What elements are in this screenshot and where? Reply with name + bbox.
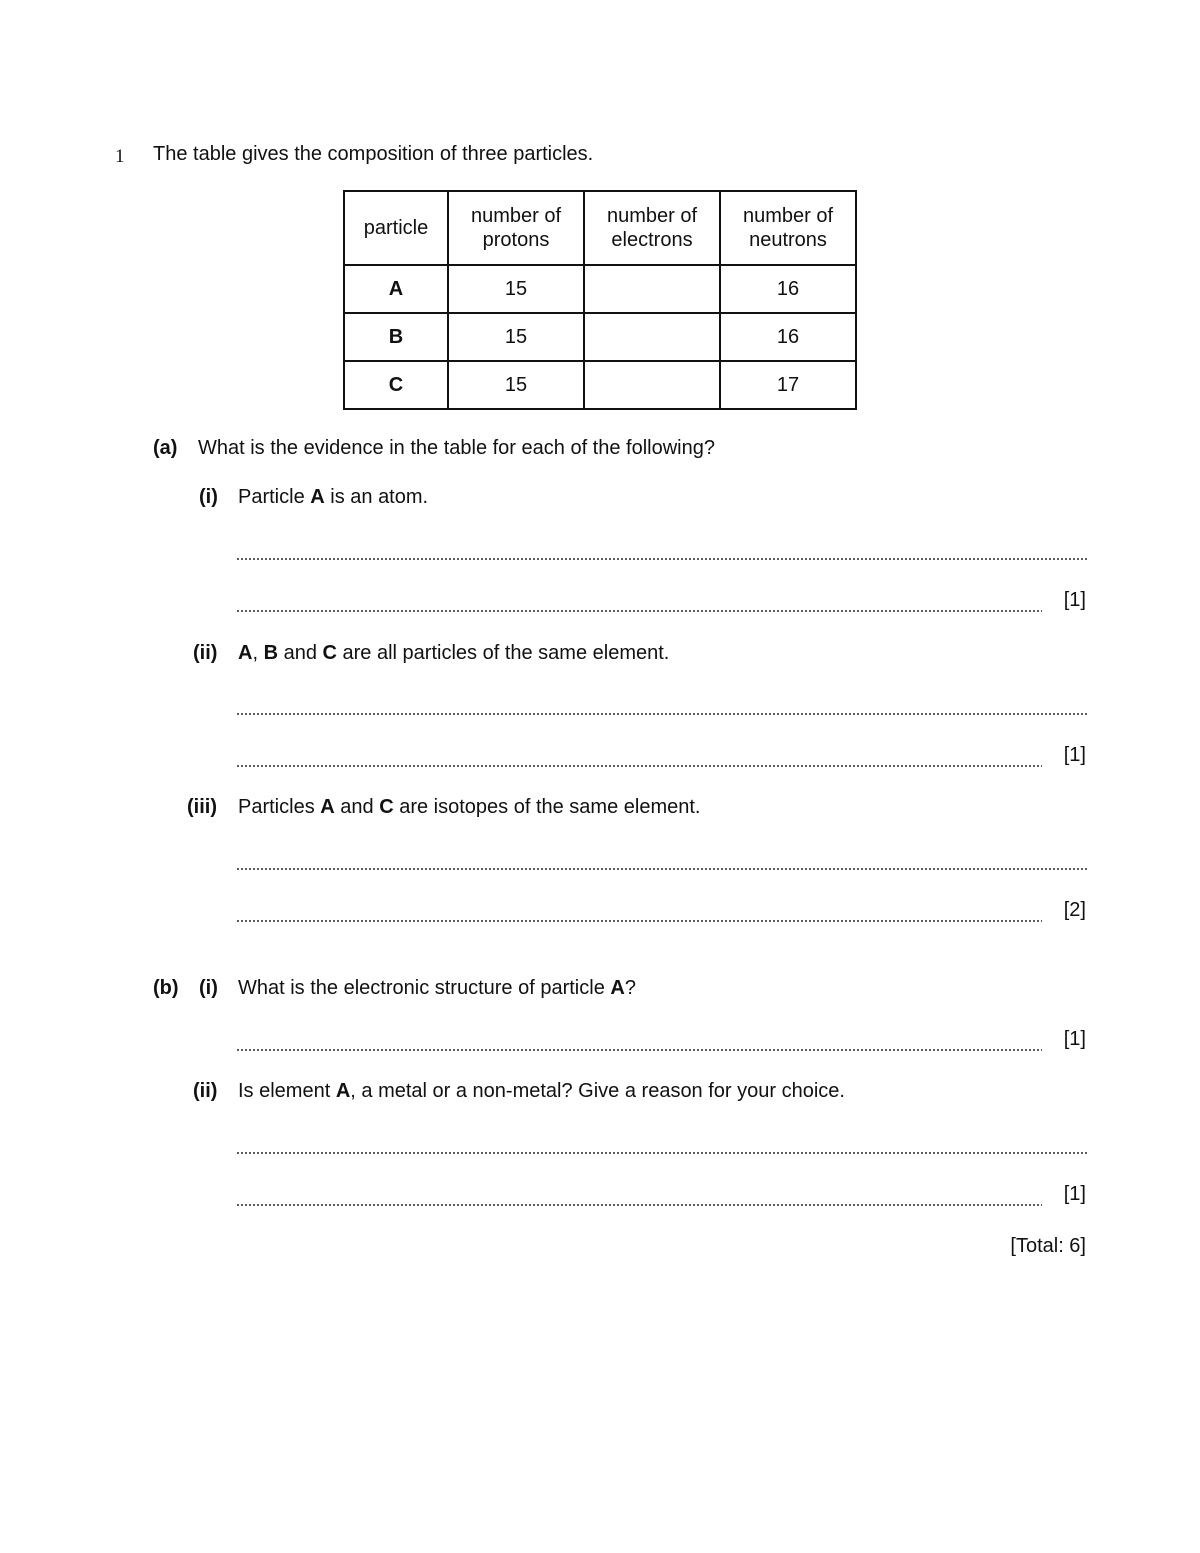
marks-label: [1] [1063,744,1086,766]
table-row [344,361,856,409]
cell-electrons [584,361,720,409]
marks-label: [1] [1063,1183,1086,1205]
part-a-ii-question [238,642,669,665]
text-span: are isotopes of the same element. [393,796,701,818]
bold-span: A [320,796,335,818]
bold-span: A [610,977,625,999]
answer-line[interactable] [236,765,1042,767]
answer-line[interactable] [236,868,1087,870]
header-electrons-line2: electrons [611,229,693,251]
part-a-i-label: (i) [199,486,218,508]
answer-line[interactable] [236,610,1042,612]
text-span: , [252,642,264,664]
header-electrons-line1: number of [606,205,698,227]
cell-particle: B [344,313,448,361]
answer-line[interactable] [236,558,1087,560]
cell-electrons [584,265,720,313]
part-b-i-label: (i) [199,977,218,999]
bold-span: A [335,1080,351,1102]
part-b-i-question [238,977,636,1000]
text-span: Particle [238,486,311,508]
answer-line[interactable] [236,713,1087,715]
part-a-ii-label: (ii) [193,642,218,664]
part-a-text: What is the evidence in the table for each of the following? [198,437,715,459]
marks-label: [1] [1063,589,1086,611]
part-a-iii-question [238,796,700,819]
text-span: Particles [238,796,321,818]
part-b-ii-question [238,1080,845,1103]
bold-span: B [263,642,279,664]
header-particle [344,191,448,265]
text-span: , a metal or a non-metal? Give a reason for your choice. [350,1080,845,1102]
header-protons-line1: number of [470,205,562,227]
bold-span: C [379,796,394,818]
cell-particle: C [344,361,448,409]
bold-span: C [322,642,337,664]
part-b-ii-label: (ii) [193,1080,218,1102]
part-a-iii-label: (iii) [187,796,217,818]
table-row [344,265,856,313]
header-electrons [584,191,720,265]
bold-span: A [238,642,253,664]
header-protons [448,191,584,265]
composition-table [343,190,857,410]
header-neutrons-line1: number of [742,205,834,227]
text-span: ? [624,977,636,999]
part-a-i-question [238,486,428,509]
part-b-label: (b) [153,977,179,999]
question-number: 1 [115,146,125,167]
cell-neutrons: 17 [720,361,856,409]
cell-protons: 15 [448,313,584,361]
total-marks: [Total: 6] [1010,1235,1086,1257]
header-particle-text: particle [363,217,429,239]
table-row [344,313,856,361]
text-span: What is the electronic structure of particle [238,977,611,999]
marks-label: [1] [1063,1028,1086,1050]
text-span: and [278,642,323,664]
header-neutrons [720,191,856,265]
answer-line[interactable] [236,1152,1087,1154]
header-protons-line2: protons [482,229,550,251]
answer-line[interactable] [236,1204,1042,1206]
text-span: Is element [238,1080,336,1102]
cell-neutrons: 16 [720,265,856,313]
bold-span: A [310,486,325,508]
question-intro: The table gives the composition of three particles. [153,143,594,165]
marks-label: [2] [1063,899,1086,921]
table-header-row [344,191,856,265]
answer-line[interactable] [236,1049,1042,1051]
answer-line[interactable] [236,920,1042,922]
cell-protons: 15 [448,361,584,409]
cell-neutrons: 16 [720,313,856,361]
text-span: and [334,796,380,818]
part-a-label: (a) [153,437,178,459]
cell-particle: A [344,265,448,313]
cell-electrons [584,313,720,361]
text-span: are all particles of the same element. [336,642,670,664]
header-neutrons-line2: neutrons [749,229,827,251]
text-span: is an atom. [324,486,429,508]
cell-protons: 15 [448,265,584,313]
